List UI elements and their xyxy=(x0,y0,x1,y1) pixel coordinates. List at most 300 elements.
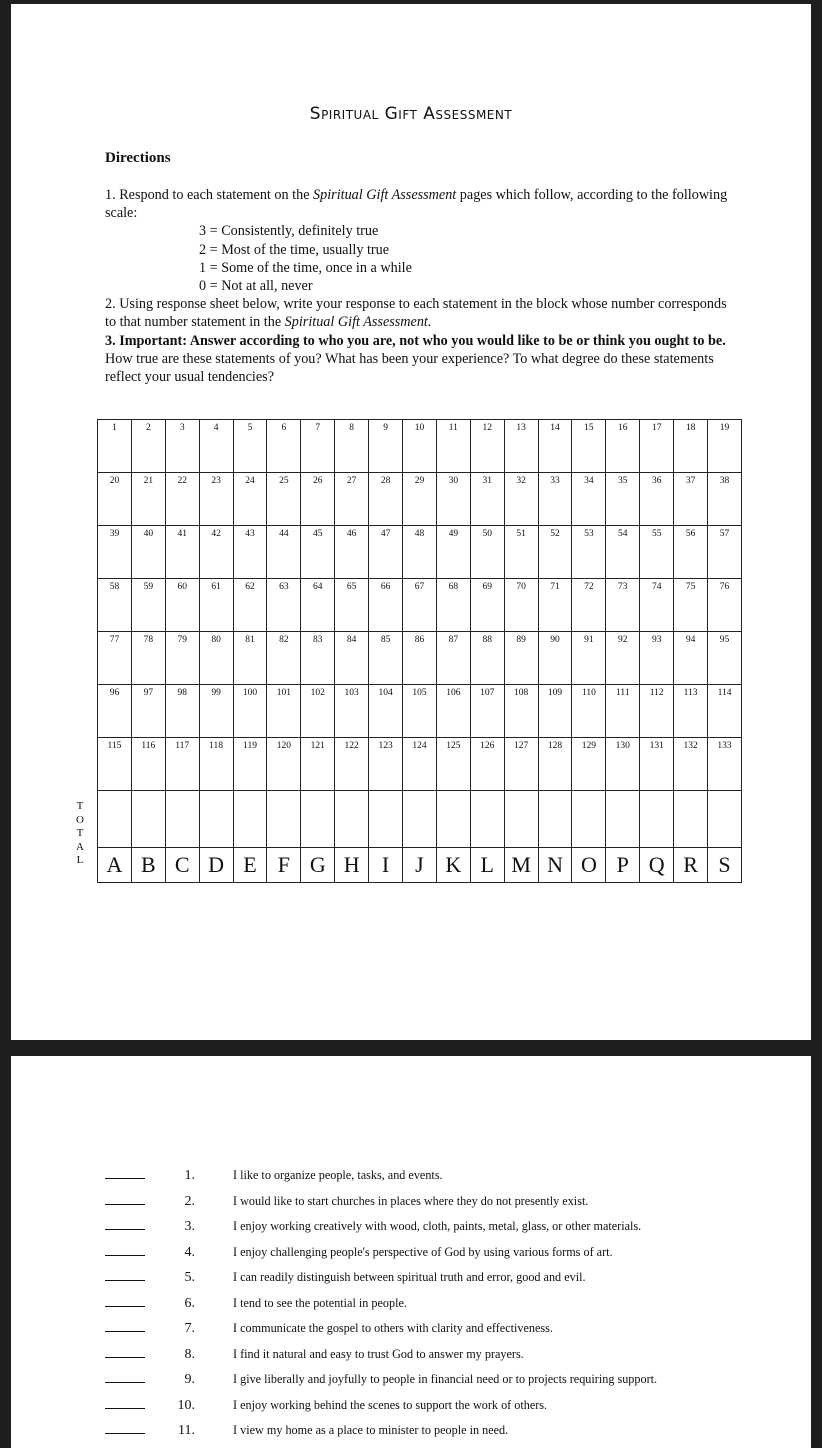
cell-number: 117 xyxy=(175,741,190,751)
cell-number: 130 xyxy=(615,741,630,751)
response-cell[interactable] xyxy=(199,738,233,791)
statement-number: 4. xyxy=(184,1244,195,1260)
cell-number: 19 xyxy=(719,423,730,433)
cell-number: 61 xyxy=(211,582,221,592)
response-cell[interactable] xyxy=(335,473,369,526)
response-cell[interactable] xyxy=(640,526,674,579)
total-cell[interactable] xyxy=(369,791,403,848)
cell-number: 78 xyxy=(143,635,154,645)
response-scale xyxy=(199,222,735,295)
response-cell[interactable] xyxy=(267,579,301,632)
cell-number: 37 xyxy=(685,476,696,486)
cell-number: 21 xyxy=(143,476,154,486)
cell-number: 103 xyxy=(344,688,359,698)
cell-number: 125 xyxy=(446,741,461,751)
response-cell[interactable] xyxy=(369,685,403,738)
total-cell[interactable] xyxy=(233,791,267,848)
cell-number: 38 xyxy=(719,476,730,486)
response-cell[interactable] xyxy=(131,579,165,632)
response-cell[interactable] xyxy=(369,579,403,632)
cell-number: 67 xyxy=(414,582,425,592)
cell-number: 116 xyxy=(141,741,156,751)
total-label xyxy=(73,800,87,868)
response-cell[interactable] xyxy=(606,632,640,685)
cell-number: 2 xyxy=(145,423,151,433)
answer-blank[interactable] xyxy=(105,1268,145,1281)
statement-text: I would like to start churches in places where they do not presently exist. xyxy=(233,1193,589,1208)
response-cell[interactable] xyxy=(504,579,538,632)
response-cell[interactable] xyxy=(165,738,199,791)
cell-number: 108 xyxy=(514,688,529,698)
gift-letter-cell: H xyxy=(335,848,369,883)
gift-letter-cell: J xyxy=(403,848,437,883)
grid-row xyxy=(98,420,742,473)
answer-blank[interactable] xyxy=(105,1192,145,1205)
response-cell[interactable] xyxy=(267,632,301,685)
response-cell[interactable] xyxy=(403,632,437,685)
statement-number: 5. xyxy=(184,1270,195,1285)
cell-number: 128 xyxy=(547,741,563,751)
total-cell[interactable] xyxy=(403,791,437,848)
response-cell[interactable] xyxy=(98,738,132,791)
response-cell[interactable] xyxy=(403,738,437,791)
response-cell[interactable] xyxy=(403,420,437,473)
cell-number: 123 xyxy=(378,741,393,751)
response-cell[interactable] xyxy=(403,579,437,632)
response-cell[interactable] xyxy=(538,685,572,738)
response-cell[interactable] xyxy=(606,526,640,579)
response-cell[interactable] xyxy=(640,738,674,791)
response-cell[interactable] xyxy=(199,632,233,685)
response-cell[interactable] xyxy=(165,473,199,526)
gift-letter-cell: L xyxy=(470,848,504,883)
response-cell[interactable] xyxy=(131,738,165,791)
total-cell[interactable] xyxy=(335,791,369,848)
directions-body xyxy=(105,186,735,386)
answer-blank[interactable] xyxy=(105,1345,145,1358)
response-cell[interactable] xyxy=(572,579,606,632)
total-label-letter: A xyxy=(76,840,84,853)
total-cell[interactable] xyxy=(538,791,572,848)
answer-blank[interactable] xyxy=(105,1217,145,1230)
cell-number: 96 xyxy=(109,688,120,698)
response-cell[interactable] xyxy=(674,420,708,473)
cell-number: 18 xyxy=(685,423,696,433)
gift-letter-cell: D xyxy=(199,848,233,883)
cell-number: 110 xyxy=(581,688,596,698)
response-cell[interactable] xyxy=(572,685,606,738)
response-cell[interactable] xyxy=(335,738,369,791)
cell-number: 50 xyxy=(482,529,492,539)
gift-letter-cell: K xyxy=(436,848,470,883)
response-cell[interactable] xyxy=(470,685,504,738)
cell-number: 41 xyxy=(177,529,187,539)
response-cell[interactable] xyxy=(606,473,640,526)
totals-row xyxy=(98,791,742,848)
cell-number: 74 xyxy=(651,582,662,592)
cell-number: 42 xyxy=(211,529,221,539)
cell-number: 91 xyxy=(584,635,594,645)
response-cell[interactable] xyxy=(369,632,403,685)
response-cell[interactable] xyxy=(267,420,301,473)
direction-item-1: 1. Respond to each statement on the Spiritual Gift Assessment pages which follow, according to the following scale: xyxy=(105,187,728,222)
statement-item xyxy=(105,1192,795,1218)
answer-blank[interactable] xyxy=(105,1396,145,1409)
response-cell[interactable] xyxy=(131,473,165,526)
cell-number: 69 xyxy=(482,582,492,592)
total-cell[interactable] xyxy=(165,791,199,848)
response-cell[interactable] xyxy=(335,685,369,738)
gift-letter-cell: M xyxy=(504,848,538,883)
cell-number: 27 xyxy=(346,476,357,486)
response-cell[interactable] xyxy=(708,685,742,738)
response-cell[interactable] xyxy=(301,632,335,685)
total-cell[interactable] xyxy=(436,791,470,848)
response-cell[interactable] xyxy=(301,420,335,473)
cell-number: 16 xyxy=(618,423,628,433)
cell-number: 68 xyxy=(448,582,459,592)
total-cell[interactable] xyxy=(470,791,504,848)
total-cell[interactable] xyxy=(674,791,708,848)
answer-blank[interactable] xyxy=(105,1421,145,1434)
response-cell[interactable] xyxy=(131,632,165,685)
total-cell[interactable] xyxy=(199,791,233,848)
response-cell[interactable] xyxy=(131,526,165,579)
cell-number: 77 xyxy=(109,635,120,645)
statement-item xyxy=(105,1243,795,1269)
cell-number: 31 xyxy=(482,476,492,486)
response-cell[interactable] xyxy=(640,632,674,685)
cell-number: 59 xyxy=(143,582,154,592)
gift-letter-cell: I xyxy=(369,848,403,883)
cell-number: 127 xyxy=(514,741,529,751)
response-cell[interactable] xyxy=(98,420,132,473)
response-cell[interactable] xyxy=(267,738,301,791)
response-cell[interactable] xyxy=(640,473,674,526)
cell-number: 9 xyxy=(383,423,388,433)
response-cell[interactable] xyxy=(335,420,369,473)
statement-text: I enjoy working creatively with wood, cloth, paints, metal, glass, or other materials. xyxy=(233,1219,642,1233)
response-cell[interactable] xyxy=(708,473,742,526)
cell-number: 105 xyxy=(412,688,427,698)
gift-letter-cell: E xyxy=(233,848,267,883)
response-grid xyxy=(97,419,742,883)
response-cell[interactable] xyxy=(674,579,708,632)
response-cell[interactable] xyxy=(301,738,335,791)
response-cell[interactable] xyxy=(436,526,470,579)
cell-number: 54 xyxy=(618,529,628,539)
response-cell[interactable] xyxy=(165,579,199,632)
statement-item xyxy=(105,1345,795,1371)
response-cell[interactable] xyxy=(504,738,538,791)
response-cell[interactable] xyxy=(538,738,572,791)
response-cell[interactable] xyxy=(470,420,504,473)
response-cell[interactable] xyxy=(674,738,708,791)
cell-number: 47 xyxy=(380,529,391,539)
gift-letter-row xyxy=(98,848,742,883)
statement-number: 1. xyxy=(184,1168,195,1183)
response-cell[interactable] xyxy=(708,526,742,579)
response-cell[interactable] xyxy=(403,473,437,526)
response-cell[interactable] xyxy=(98,632,132,685)
cell-number: 66 xyxy=(380,582,391,592)
response-cell[interactable] xyxy=(233,685,267,738)
total-cell[interactable] xyxy=(572,791,606,848)
response-cell[interactable] xyxy=(267,473,301,526)
direction-item-2: 2. Using response sheet below, write your response to each statement in the block whose number corresponds to that number statement in the Spiritual Gift Assessment. xyxy=(105,296,727,331)
response-cell[interactable] xyxy=(436,738,470,791)
gift-letter-cell: C xyxy=(165,848,199,883)
cell-number: 122 xyxy=(344,741,359,751)
response-cell[interactable] xyxy=(335,526,369,579)
response-cell[interactable] xyxy=(369,420,403,473)
response-cell[interactable] xyxy=(606,738,640,791)
cell-number: 51 xyxy=(516,529,526,539)
statement-item xyxy=(105,1166,795,1192)
response-cell[interactable] xyxy=(606,420,640,473)
cell-number: 111 xyxy=(616,688,630,698)
statement-number: 10. xyxy=(177,1397,195,1413)
response-cell[interactable] xyxy=(538,526,572,579)
cell-number: 126 xyxy=(480,741,495,751)
gift-letter-cell: O xyxy=(572,848,606,883)
response-cell[interactable] xyxy=(199,420,233,473)
total-label-letter: L xyxy=(76,854,84,867)
response-cell[interactable] xyxy=(504,632,538,685)
response-cell[interactable] xyxy=(436,420,470,473)
cell-number: 106 xyxy=(446,688,461,698)
cell-number: 7 xyxy=(315,423,321,433)
cell-number: 46 xyxy=(346,529,357,539)
cell-number: 100 xyxy=(242,688,258,698)
total-cell[interactable] xyxy=(640,791,674,848)
response-cell[interactable] xyxy=(538,473,572,526)
gift-letter-cell: A xyxy=(98,848,132,883)
cell-number: 28 xyxy=(380,476,391,486)
statement-text: I communicate the gospel to others with clarity and effectiveness. xyxy=(233,1321,553,1335)
response-cell[interactable] xyxy=(267,685,301,738)
gift-letter-cell: G xyxy=(301,848,335,883)
scale-item: 3 = Consistently, definitely true xyxy=(199,223,379,240)
response-cell[interactable] xyxy=(436,632,470,685)
response-cell[interactable] xyxy=(165,420,199,473)
cell-number: 92 xyxy=(618,635,628,645)
response-cell[interactable] xyxy=(470,473,504,526)
total-cell[interactable] xyxy=(606,791,640,848)
response-cell[interactable] xyxy=(369,738,403,791)
response-cell[interactable] xyxy=(267,526,301,579)
grid-row xyxy=(98,473,742,526)
response-cell[interactable] xyxy=(606,579,640,632)
response-cell[interactable] xyxy=(572,738,606,791)
response-cell[interactable] xyxy=(504,473,538,526)
total-cell[interactable] xyxy=(267,791,301,848)
response-cell[interactable] xyxy=(403,526,437,579)
cell-number: 5 xyxy=(247,423,253,433)
cell-number: 85 xyxy=(380,635,391,645)
gift-letter-cell: Q xyxy=(640,848,674,883)
response-cell[interactable] xyxy=(504,420,538,473)
response-cell[interactable] xyxy=(674,685,708,738)
cell-number: 93 xyxy=(651,635,662,645)
response-cell[interactable] xyxy=(674,526,708,579)
cell-number: 6 xyxy=(281,423,287,433)
response-cell[interactable] xyxy=(708,632,742,685)
response-cell[interactable] xyxy=(708,738,742,791)
response-cell[interactable] xyxy=(301,473,335,526)
assessment-page-2 xyxy=(11,1056,811,1448)
grid-row xyxy=(98,579,742,632)
response-cell[interactable] xyxy=(470,526,504,579)
response-cell[interactable] xyxy=(640,685,674,738)
response-cell[interactable] xyxy=(470,738,504,791)
cell-number: 3 xyxy=(179,423,185,433)
response-cell[interactable] xyxy=(233,526,267,579)
page-title: Spiritual Gift Assessment xyxy=(309,104,513,124)
cell-number: 36 xyxy=(651,476,662,486)
response-cell[interactable] xyxy=(301,685,335,738)
cell-number: 94 xyxy=(685,635,696,645)
response-cell[interactable] xyxy=(369,526,403,579)
cell-number: 81 xyxy=(245,635,255,645)
cell-number: 73 xyxy=(618,582,628,592)
grid-row xyxy=(98,526,742,579)
answer-blank[interactable] xyxy=(105,1166,145,1179)
response-cell[interactable] xyxy=(199,473,233,526)
cell-number: 64 xyxy=(313,582,323,592)
gift-letter-cell: B xyxy=(131,848,165,883)
response-cell[interactable] xyxy=(708,579,742,632)
cell-number: 58 xyxy=(109,582,120,592)
response-cell[interactable] xyxy=(98,473,132,526)
statement-number: 3. xyxy=(184,1219,195,1234)
response-cell[interactable] xyxy=(470,579,504,632)
cell-number: 124 xyxy=(412,741,427,751)
cell-number: 121 xyxy=(310,741,325,751)
cell-number: 72 xyxy=(584,582,594,592)
cell-number: 115 xyxy=(107,741,122,751)
response-cell[interactable] xyxy=(572,632,606,685)
cell-number: 62 xyxy=(245,582,255,592)
cell-number: 17 xyxy=(651,423,662,433)
cell-number: 43 xyxy=(245,529,255,539)
response-cell[interactable] xyxy=(301,579,335,632)
response-cell[interactable] xyxy=(674,473,708,526)
response-cell[interactable] xyxy=(199,526,233,579)
response-cell[interactable] xyxy=(233,632,267,685)
total-cell[interactable] xyxy=(504,791,538,848)
cell-number: 8 xyxy=(349,423,355,433)
response-cell[interactable] xyxy=(538,579,572,632)
response-cell[interactable] xyxy=(131,420,165,473)
response-cell[interactable] xyxy=(470,632,504,685)
response-cell[interactable] xyxy=(572,526,606,579)
statement-list xyxy=(105,1166,795,1447)
cell-number: 98 xyxy=(177,688,187,698)
response-cell[interactable] xyxy=(572,473,606,526)
response-cell[interactable] xyxy=(538,420,572,473)
response-cell[interactable] xyxy=(436,473,470,526)
cell-number: 56 xyxy=(685,529,696,539)
response-cell[interactable] xyxy=(335,579,369,632)
cell-number: 12 xyxy=(482,423,492,433)
response-cell[interactable] xyxy=(233,473,267,526)
response-cell[interactable] xyxy=(504,526,538,579)
total-cell[interactable] xyxy=(98,791,132,848)
response-cell[interactable] xyxy=(640,420,674,473)
cell-number: 132 xyxy=(683,741,698,751)
total-cell[interactable] xyxy=(708,791,742,848)
response-cell[interactable] xyxy=(98,579,132,632)
cell-number: 120 xyxy=(276,741,292,751)
cell-number: 75 xyxy=(685,582,696,592)
response-cell[interactable] xyxy=(165,526,199,579)
response-cell[interactable] xyxy=(233,420,267,473)
cell-number: 131 xyxy=(649,741,664,751)
response-cell[interactable] xyxy=(674,632,708,685)
total-cell[interactable] xyxy=(301,791,335,848)
answer-blank[interactable] xyxy=(105,1243,145,1256)
statement-text: I enjoy challenging people's perspective of God by using various forms of art. xyxy=(233,1244,613,1259)
cell-number: 113 xyxy=(683,688,698,698)
cell-number: 20 xyxy=(109,476,120,486)
statement-item xyxy=(105,1421,795,1447)
cell-number: 114 xyxy=(717,688,732,698)
statement-number: 9. xyxy=(184,1372,195,1387)
response-cell[interactable] xyxy=(403,685,437,738)
cell-number: 30 xyxy=(448,476,459,486)
response-cell[interactable] xyxy=(98,685,132,738)
total-label-letter: O xyxy=(76,813,84,826)
response-cell[interactable] xyxy=(199,685,233,738)
cell-number: 83 xyxy=(313,635,323,645)
response-cell[interactable] xyxy=(165,685,199,738)
gift-letter-cell: P xyxy=(606,848,640,883)
response-cell[interactable] xyxy=(708,420,742,473)
response-cell[interactable] xyxy=(165,632,199,685)
cell-number: 60 xyxy=(177,582,187,592)
response-cell[interactable] xyxy=(233,579,267,632)
response-cell[interactable] xyxy=(98,526,132,579)
response-cell[interactable] xyxy=(538,632,572,685)
response-cell[interactable] xyxy=(335,632,369,685)
response-cell[interactable] xyxy=(233,738,267,791)
cell-number: 39 xyxy=(109,529,120,539)
cell-number: 25 xyxy=(279,476,289,486)
cell-number: 71 xyxy=(550,582,560,592)
response-cell[interactable] xyxy=(301,526,335,579)
answer-blank[interactable] xyxy=(105,1370,145,1383)
response-cell[interactable] xyxy=(436,579,470,632)
response-cell[interactable] xyxy=(199,579,233,632)
cell-number: 14 xyxy=(550,423,560,433)
response-cell[interactable] xyxy=(436,685,470,738)
grid-row xyxy=(98,685,742,738)
response-cell[interactable] xyxy=(640,579,674,632)
total-cell[interactable] xyxy=(131,791,165,848)
response-cell[interactable] xyxy=(369,473,403,526)
response-cell[interactable] xyxy=(504,685,538,738)
response-cell[interactable] xyxy=(131,685,165,738)
cell-number: 104 xyxy=(378,688,393,698)
statement-item xyxy=(105,1268,795,1294)
answer-blank[interactable] xyxy=(105,1294,145,1307)
response-cell[interactable] xyxy=(572,420,606,473)
cell-number: 102 xyxy=(310,688,325,698)
scale-item: 2 = Most of the time, usually true xyxy=(199,241,390,258)
response-cell[interactable] xyxy=(606,685,640,738)
answer-blank[interactable] xyxy=(105,1319,145,1332)
